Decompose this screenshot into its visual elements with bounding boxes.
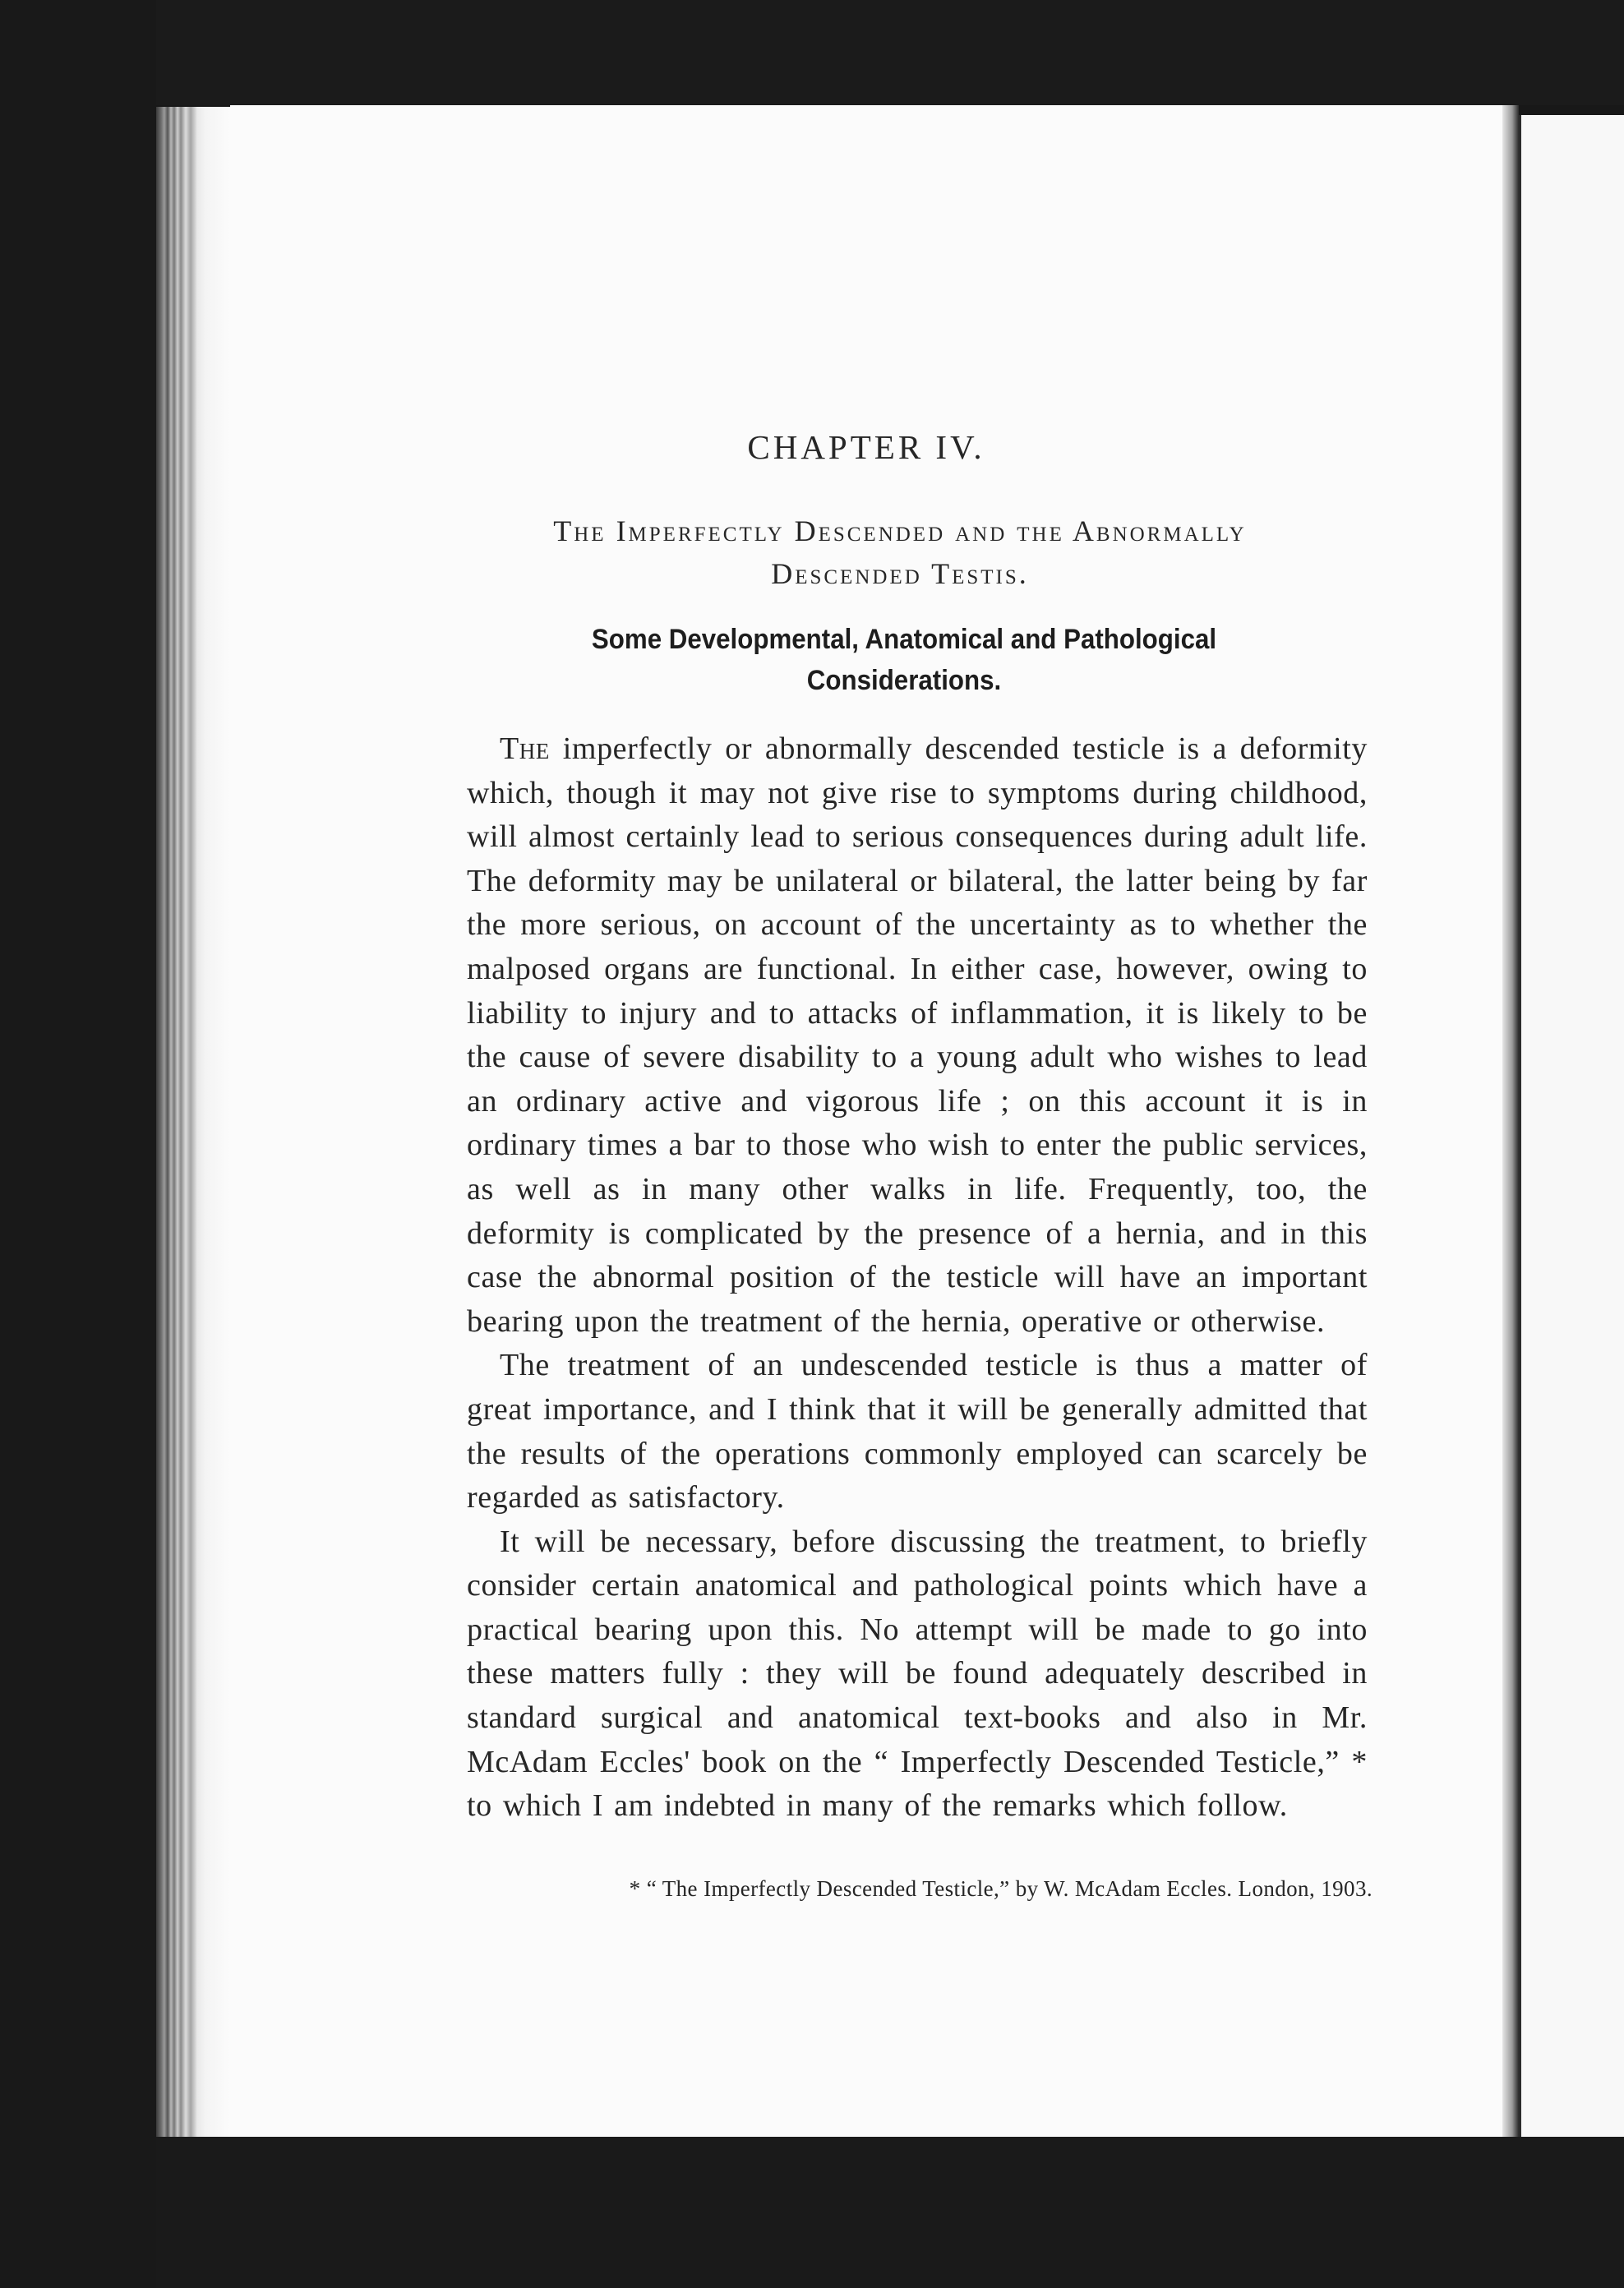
section-heading-line: Some Developmental, Anatomical and Pathological <box>591 624 1217 655</box>
book-gutter <box>1502 105 1519 2137</box>
scan-border-top <box>0 0 1624 105</box>
facing-page <box>1519 115 1624 2137</box>
chapter-subtitle-line: The Imperfectly Descended and the Abnormally <box>553 514 1247 547</box>
body-text <box>467 727 1368 1829</box>
paragraph: The treatment of an undescended testicle is thus a matter of great importance, and I think that it will be generally admitted that the results of the operations commonly employed can scarcely be regarded as satisfactory. <box>467 1348 1368 1515</box>
footnote: * “ The Imperfectly Descended Testicle,” by W. McAdam Eccles. London, 1903. <box>629 1876 1373 1901</box>
section-heading <box>496 619 1313 701</box>
paragraph: It will be necessary, before discussing the treatment, to briefly consider certain anatomical and pathological points which have a practical bearing upon this. No attempt will be made to go into these matters fully : they will be found adequately described in standard surgical and anatomical text-books and also in Mr. McAdam Eccles' book on the “ Imperfectly Descended Testicle,” * to which I am indebted in many of the remarks which follow. <box>467 1524 1368 1824</box>
scan-border-left <box>0 0 156 2288</box>
chapter-subtitle-line: Descended Testis. <box>771 557 1029 590</box>
paragraph <box>467 727 1368 1344</box>
book-page-edges <box>156 107 230 2137</box>
scan-border-bottom <box>0 2137 1624 2288</box>
chapter-subtitle <box>460 510 1340 595</box>
paragraph-text: imperfectly or abnormally descended testicle is a deformity which, though it may not give rise to symptoms during childhood, will almost certainly lead to serious consequences during adult life. The deformity may be unilateral or bilateral, the latter being by far the more serious, on account of the uncertainty as to whether the malposed organs are functional. In either case, however, owing to liability to injury and to attacks of inflammation, it is likely to be the cause of severe disability to a young adult who wishes to lead an ordinary active and vigorous life ; on this account it is in ordinary times a bar to those who wish to enter the public services, as well as in many other walks in life. Frequently, too, the deformity is complicated by the presence of a hernia, and in this case the abnormal position of the testicle will have an important bearing upon the treatment of the hernia, operative or otherwise. <box>467 731 1368 1339</box>
chapter-title: CHAPTER IV. <box>747 428 985 466</box>
paragraph-lead-word: The <box>500 731 551 766</box>
section-heading-line: Considerations. <box>806 665 1002 696</box>
